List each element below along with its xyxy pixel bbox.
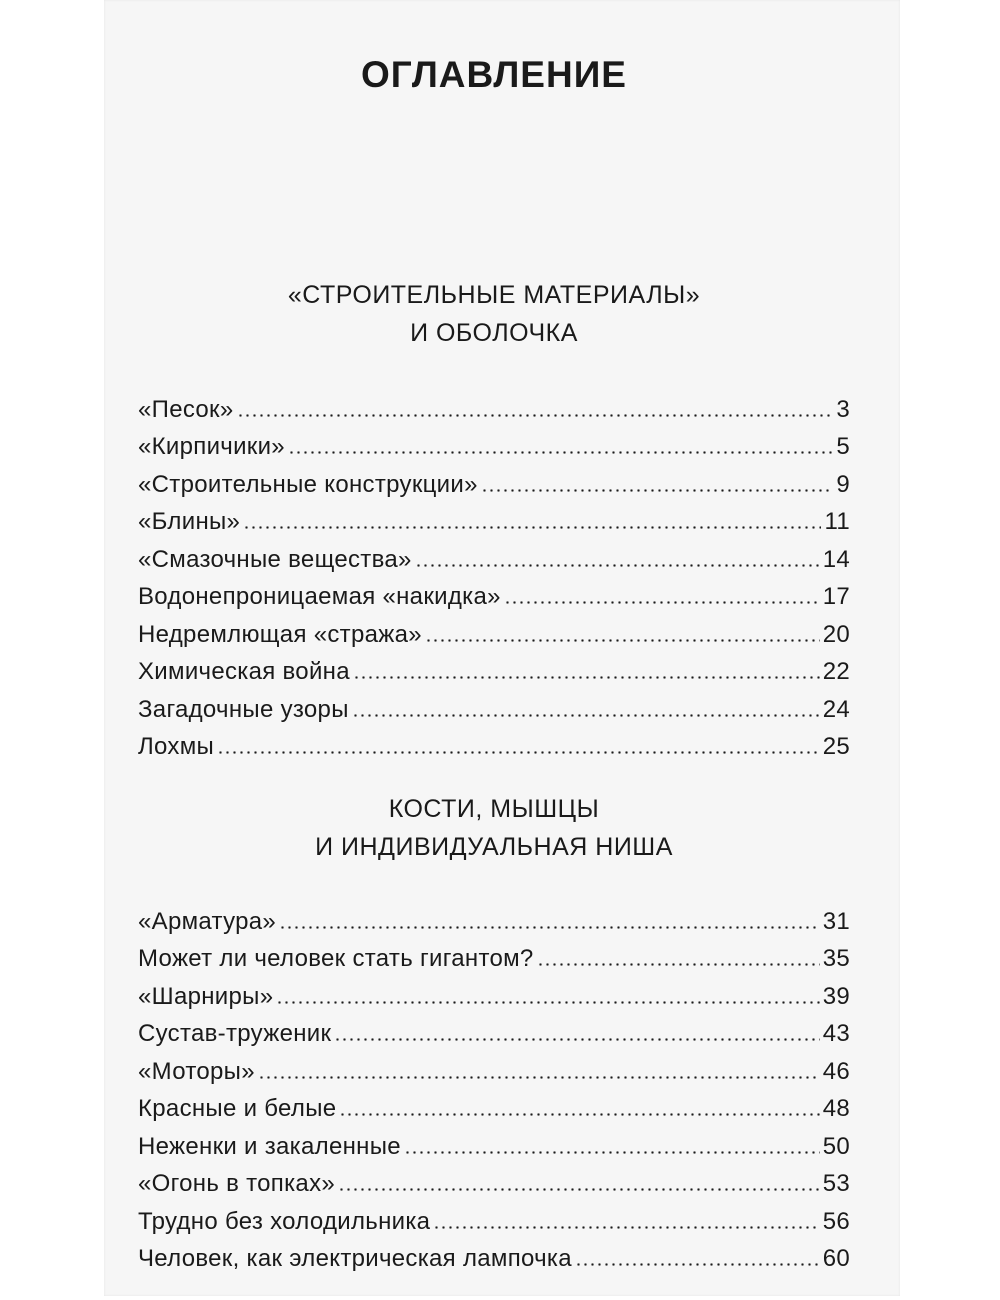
toc-entry-title: «Арматура» xyxy=(138,907,277,935)
toc-entry xyxy=(138,424,850,462)
toc-entry-title: «Блины» xyxy=(138,508,241,535)
dot-leader xyxy=(537,963,820,966)
toc-entry-title: Сустав-труженик xyxy=(138,1020,332,1047)
toc-entry-title: Человек, как электрическая лампочка xyxy=(138,1245,572,1272)
toc-page-number: 24 xyxy=(822,695,850,723)
dot-leader xyxy=(258,1076,820,1079)
toc-entry-title: «Песок» xyxy=(138,395,234,423)
toc-list-section-2 xyxy=(138,898,850,1273)
toc-entry-title: «Кирпичики» xyxy=(138,433,285,460)
dot-leader xyxy=(339,1113,819,1116)
toc-entry-title: «Моторы» xyxy=(138,1057,255,1085)
toc-list-section-1 xyxy=(138,386,850,761)
toc-entry xyxy=(138,1161,850,1199)
toc-page-number: 50 xyxy=(822,1132,850,1160)
toc-page-number: 60 xyxy=(822,1245,850,1272)
dot-leader xyxy=(243,526,821,529)
toc-entry xyxy=(138,1048,850,1086)
toc-entry xyxy=(138,1123,850,1161)
toc-page-number: 17 xyxy=(822,583,850,610)
toc-entry xyxy=(138,686,850,724)
dot-leader xyxy=(415,564,820,567)
dot-leader xyxy=(237,414,833,417)
section-heading-line: «СТРОИТЕЛЬНЫЕ МАТЕРИАЛЫ» xyxy=(287,281,701,309)
toc-entry-title: Водонепроницаемая «накидка» xyxy=(138,583,501,610)
toc-page-number: 48 xyxy=(822,1095,850,1122)
toc-page-number: 56 xyxy=(822,1207,850,1235)
toc-entry-title: Может ли человек стать гигантом? xyxy=(138,945,534,972)
toc-entry-title: «Огонь в топках» xyxy=(138,1170,336,1197)
toc-page-number: 39 xyxy=(822,982,850,1010)
dot-leader xyxy=(276,1001,819,1004)
toc-page-number: 25 xyxy=(822,733,850,760)
toc-entry-title: Неженки и закаленные xyxy=(138,1132,401,1160)
toc-page-number: 5 xyxy=(836,433,850,460)
toc-page-number: 3 xyxy=(836,395,850,423)
toc-entry xyxy=(138,574,850,612)
toc-entry xyxy=(138,1236,850,1274)
toc-entry-title: Лохмы xyxy=(138,733,215,760)
dot-leader xyxy=(353,676,820,679)
toc-entry xyxy=(138,973,850,1011)
toc-entry xyxy=(138,936,850,974)
book-page xyxy=(104,0,900,1296)
dot-leader xyxy=(279,926,820,929)
toc-page-number: 31 xyxy=(822,907,850,935)
toc-entry-title: Недремлющая «стража» xyxy=(138,620,422,648)
dot-leader xyxy=(404,1151,820,1154)
toc-entry-title: Загадочные узоры xyxy=(138,695,349,723)
section-heading-1 xyxy=(138,276,850,352)
dot-leader xyxy=(334,1038,819,1041)
toc-entry xyxy=(138,1198,850,1236)
toc-entry xyxy=(138,499,850,537)
toc-page-number: 20 xyxy=(822,620,850,648)
toc-entry xyxy=(138,724,850,762)
toc-page-number: 35 xyxy=(822,945,850,972)
toc-entry-title: Химическая война xyxy=(138,658,350,685)
toc-page-number: 14 xyxy=(822,545,850,573)
dot-leader xyxy=(481,489,833,492)
page-title: ОГЛАВЛЕНИЕ xyxy=(361,54,627,95)
toc-entry xyxy=(138,1011,850,1049)
toc-entry-title: «Шарниры» xyxy=(138,982,274,1010)
dot-leader xyxy=(433,1226,819,1229)
toc-page-number: 46 xyxy=(822,1057,850,1085)
section-heading-2 xyxy=(138,790,850,866)
toc-page-number: 22 xyxy=(822,658,850,685)
toc-entry-title: Красные и белые xyxy=(138,1095,337,1122)
section-heading-line: И ИНДИВИДУАЛЬНАЯ НИША xyxy=(315,833,673,861)
section-heading-line: И ОБОЛОЧКА xyxy=(410,319,578,347)
toc-page-number: 43 xyxy=(822,1020,850,1047)
toc-entry-title: Трудно без холодильника xyxy=(138,1207,431,1235)
toc-entry xyxy=(138,611,850,649)
dot-leader xyxy=(504,601,820,604)
toc-entry xyxy=(138,386,850,424)
dot-leader xyxy=(352,714,820,717)
dot-leader xyxy=(217,751,820,754)
toc-entry xyxy=(138,649,850,687)
toc-page-number: 9 xyxy=(836,470,850,498)
dot-leader xyxy=(425,639,820,642)
toc-entry-title: «Смазочные вещества» xyxy=(138,545,412,573)
toc-entry xyxy=(138,1086,850,1124)
toc-entry xyxy=(138,536,850,574)
toc-entry-title: «Строительные конструкции» xyxy=(138,470,478,498)
toc-page-number: 11 xyxy=(824,508,850,535)
dot-leader xyxy=(575,1263,820,1266)
toc-entry xyxy=(138,898,850,936)
dot-leader xyxy=(338,1188,820,1191)
toc-page-number: 53 xyxy=(822,1170,850,1197)
section-heading-line: КОСТИ, МЫШЦЫ xyxy=(388,795,600,823)
dot-leader xyxy=(288,451,833,454)
toc-entry xyxy=(138,461,850,499)
